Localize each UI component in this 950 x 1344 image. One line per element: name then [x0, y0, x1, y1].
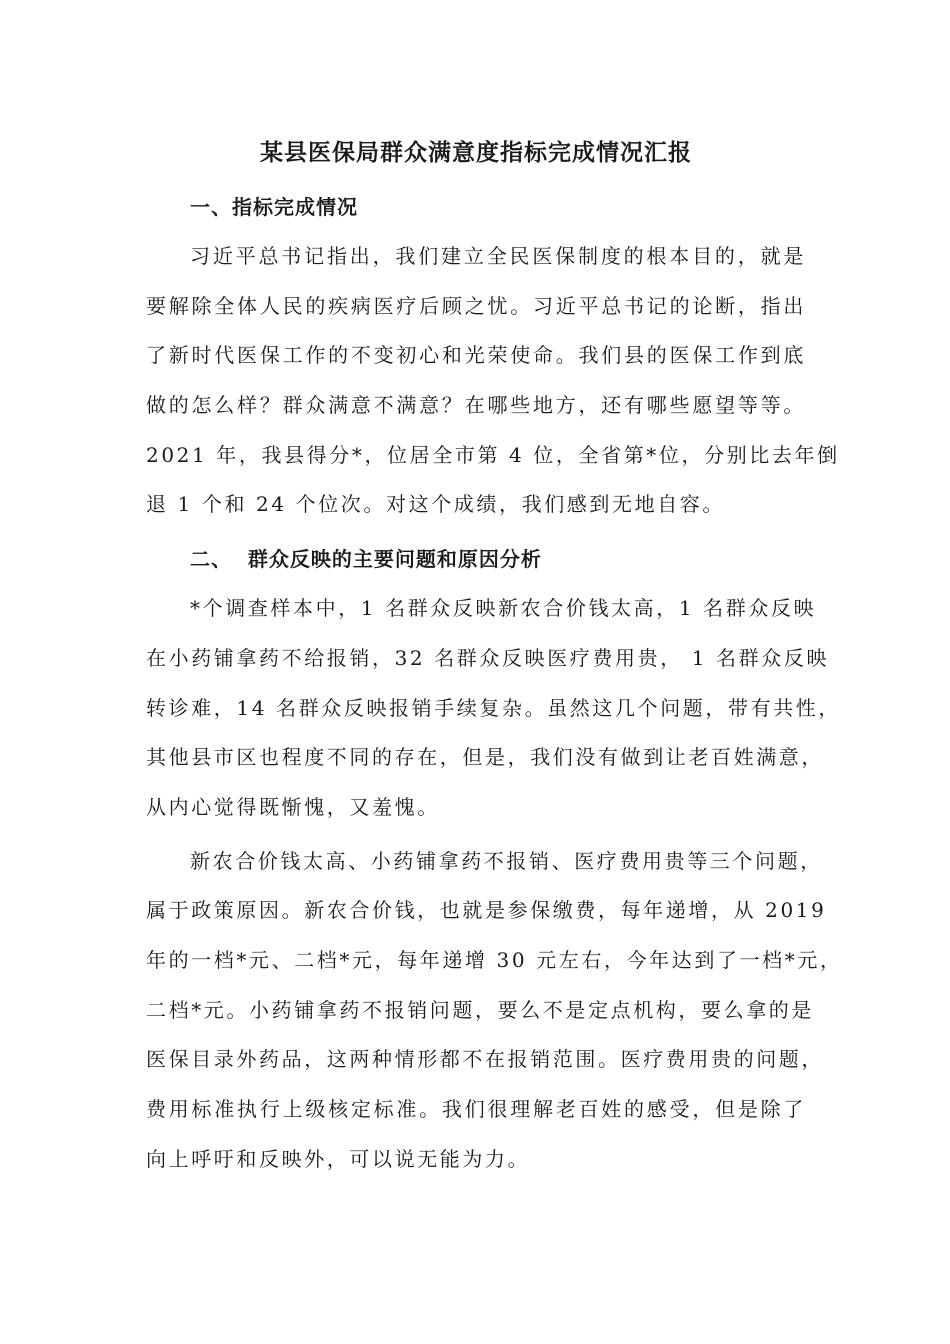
- section-2-paragraph-2: [146, 837, 843, 1185]
- paragraph-line: 费用标准执行上级核定标准。我们很理解老百姓的感受，但是除了: [146, 1097, 806, 1121]
- section-2-heading: 二、 群众反映的主要问题和原因分析: [190, 547, 542, 572]
- paragraph-line: 其他县市区也程度不同的存在，但是，我们没有做到让老百姓满意，: [146, 745, 824, 770]
- paragraph-line: 向上呼吁和反映外，可以说无能为力。: [146, 1146, 531, 1171]
- paragraph-line: 在小药铺拿药不给报销，32 名群众反映医疗费用贵， 1 名群众反映: [146, 645, 830, 670]
- paragraph-line: 做的怎么样？群众满意不满意？在哪些地方，还有哪些愿望等等。: [146, 393, 806, 418]
- paragraph-line: *个调查样本中，1 名群众反映新农合价钱太高，1 名群众反映: [190, 596, 817, 621]
- section-1-paragraph-1: [146, 232, 840, 530]
- paragraph-line: 二档*元。小药铺拿药不报销问题，要么不是定点机构，要么拿的是: [146, 997, 814, 1022]
- paragraph-line: 习近平总书记指出，我们建立全民医保制度的根本目的，就是: [190, 244, 806, 268]
- paragraph-line: 从内心觉得既惭愧，又羞愧。: [146, 794, 440, 819]
- paragraph-line: 新农合价钱太高、小药铺拿药不报销、医疗费用贵等三个问题，: [190, 848, 823, 873]
- section-2-paragraph-1: [146, 584, 842, 832]
- paragraph-line: 要解除全体人民的疾病医疗后顾之忧。习近平总书记的论断，指出: [146, 293, 806, 318]
- paragraph-line: 年的一档*元、二档*元，每年递增 30 元左右，今年达到了一档*元，: [146, 947, 843, 972]
- paragraph-line: 退 1 个和 24 个位次。对这个成绩，我们感到无地自容。: [146, 492, 726, 517]
- section-1-heading: 一、指标完成情况: [190, 195, 358, 219]
- document-page: [146, 130, 843, 1188]
- paragraph-line: 了新时代医保工作的不变初心和光荣使命。我们县的医保工作到底: [146, 343, 806, 368]
- paragraph-line: 医保目录外药品，这两种情形都不在报销范围。医疗费用贵的问题，: [146, 1047, 824, 1072]
- paragraph-line: 2021 年，我县得分*，位居全市第 4 位，全省第*位，分别比去年倒: [146, 442, 840, 467]
- paragraph-line: 属于政策原因。新农合价钱，也就是参保缴费，每年递增，从 2019: [146, 898, 827, 923]
- paragraph-line: 转诊难，14 名群众反映报销手续复杂。虽然这几个问题，带有共性，: [146, 695, 842, 720]
- document-title: 某县医保局群众满意度指标完成情况汇报: [260, 139, 692, 166]
